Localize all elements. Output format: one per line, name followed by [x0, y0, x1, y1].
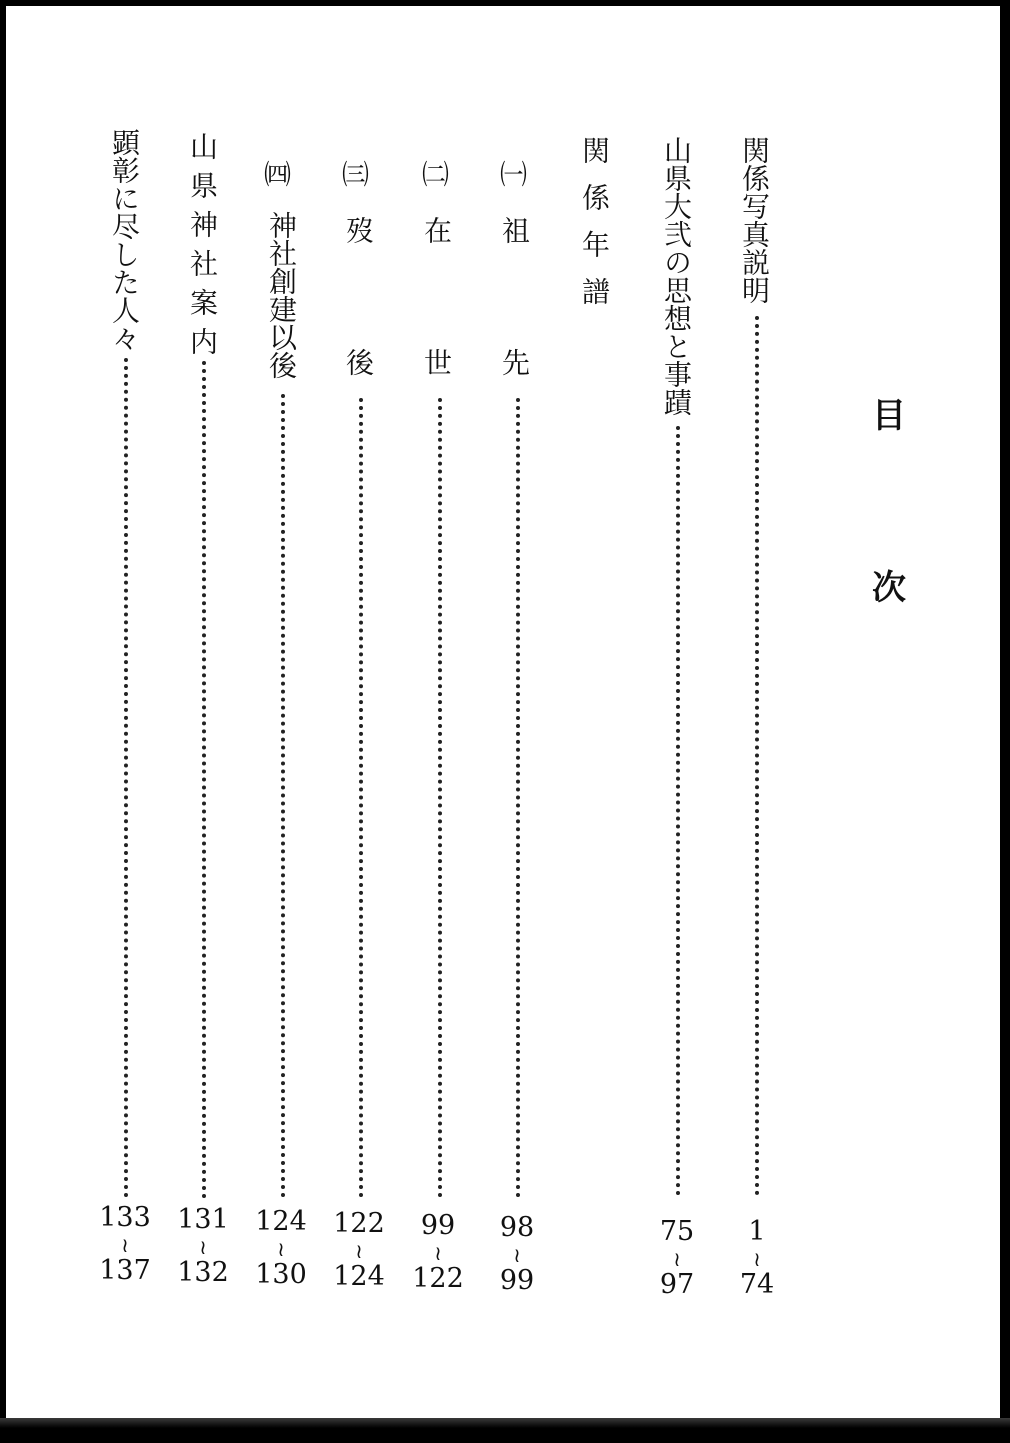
leader-dots	[755, 316, 759, 1196]
toc-entry-pages	[642, 1218, 712, 1298]
page-from: 1	[748, 1216, 766, 1247]
toc-entry-title: 関係年譜	[578, 136, 611, 324]
toc-page	[6, 6, 1004, 1418]
toc-heading-char-1: 目	[872, 396, 906, 436]
page-to: 99	[499, 1265, 535, 1296]
page-to: 137	[99, 1255, 151, 1286]
toc-entry-number: ㈠	[500, 160, 527, 191]
leader-dots	[516, 398, 520, 1198]
page-from: 122	[333, 1208, 385, 1239]
page-from: 131	[177, 1204, 229, 1235]
page-from: 98	[499, 1212, 535, 1243]
leader-dots	[124, 358, 128, 1198]
leader-dots	[359, 398, 363, 1198]
range-separator: ≀	[513, 1243, 521, 1267]
leader-dots	[281, 394, 285, 1198]
range-separator: ≀	[673, 1247, 681, 1271]
page-to: 74	[739, 1269, 775, 1300]
page-to: 97	[659, 1269, 695, 1300]
page-from: 124	[255, 1206, 307, 1237]
leader-dots	[676, 426, 680, 1196]
leader-dots	[438, 398, 442, 1198]
scan-border-right	[1000, 0, 1010, 1443]
toc-entry-number: ㈡	[422, 160, 449, 191]
toc-entry-title: 顕彰に尽した人々	[108, 128, 141, 352]
page-to: 124	[333, 1261, 385, 1292]
toc-entry-pages	[324, 1210, 394, 1290]
toc-entry-title: 神社創建以後	[265, 211, 298, 379]
range-separator: ≀	[121, 1233, 129, 1257]
toc-entry-title: 在世	[420, 216, 453, 480]
toc-entry-number: ㈣	[264, 160, 291, 191]
toc-entry-pages	[90, 1204, 160, 1284]
page-to: 132	[177, 1257, 229, 1288]
toc-entry-pages	[722, 1218, 792, 1298]
leader-dots	[202, 361, 206, 1199]
toc-entry-title: 祖先	[498, 216, 531, 480]
page-from: 99	[420, 1210, 456, 1241]
toc-entry-pages	[168, 1206, 238, 1286]
range-separator: ≀	[277, 1237, 285, 1261]
page-from: 133	[99, 1202, 151, 1233]
toc-entry-pages	[403, 1212, 473, 1292]
range-separator: ≀	[434, 1241, 442, 1265]
range-separator: ≀	[199, 1235, 207, 1259]
page-from: 75	[659, 1216, 695, 1247]
toc-entry-title: 歿後	[342, 216, 375, 480]
toc-entry-pages	[246, 1208, 316, 1288]
range-separator: ≀	[355, 1239, 363, 1263]
toc-entry-number: ㈢	[342, 160, 369, 191]
page-to: 122	[412, 1263, 464, 1294]
scan-border-bottom	[0, 1418, 1010, 1443]
toc-entry-pages	[482, 1214, 552, 1294]
page-to: 130	[255, 1259, 307, 1290]
range-separator: ≀	[753, 1247, 761, 1271]
toc-heading-char-2: 次	[872, 568, 906, 608]
toc-entry-title: 山県大弐の思想と事蹟	[660, 136, 693, 416]
toc-entry-title: 関係写真説明	[738, 136, 771, 304]
toc-entry-title: 山県神社案内	[186, 132, 219, 366]
